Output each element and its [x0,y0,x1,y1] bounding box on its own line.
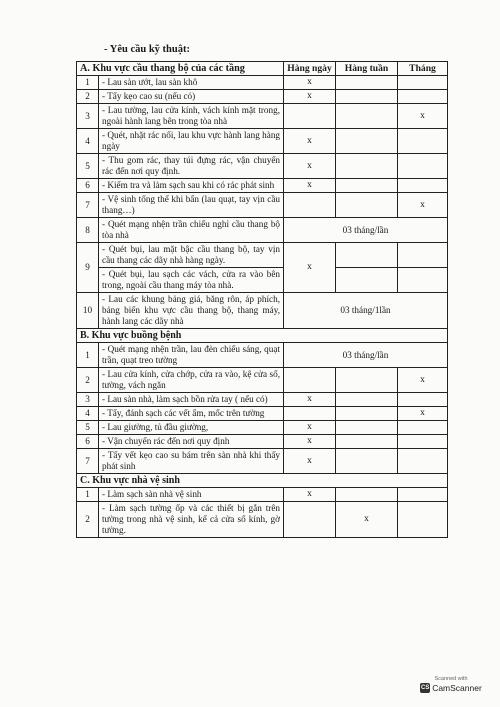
task-description: - Quét, nhặt rác nổi, lau khu vực hành lang hàng ngày [99,129,284,154]
row-number: 7 [77,449,99,474]
table-row [77,76,448,90]
daily-mark [284,104,336,129]
task-description: - Làm sạch tường ốp và các thiết bị gắn trên tường trong nhà vệ sinh, kể cả cửa sổ kính, gờ tường. [99,502,284,538]
row-number: 1 [77,76,99,90]
table-row [77,293,448,329]
task-description: - Tẩy kẹo cao su (nếu có) [99,90,284,104]
camscanner-logo-icon: CS [421,685,430,691]
column-header-monthly: Tháng [398,62,448,76]
task-description: - Lau giường, tủ đầu giường, [99,421,284,435]
monthly-mark [398,129,448,154]
column-header-weekly: Hàng tuần [336,62,398,76]
row-number: 5 [77,154,99,179]
column-header-area: A. Khu vực cầu thang bộ của các tầng [77,62,284,76]
table-row [77,218,448,243]
task-description: - Lau sàn nhà, làm sạch bồn rửa tay ( nếu có) [99,393,284,407]
table-row [77,154,448,179]
monthly-mark [398,449,448,474]
table-row [77,407,448,421]
row-number: 2 [77,502,99,538]
table-row [77,193,448,218]
table-row [77,449,448,474]
scanner-name: CamScanner [432,683,482,693]
monthly-mark: x [398,407,448,421]
task-description: - Vận chuyển rác đến nơi quy định [99,435,284,449]
frequency-span: 03 tháng/lần [284,343,448,368]
section-heading: - Yêu cầu kỹ thuật: [104,44,190,55]
monthly-mark [398,76,448,90]
task-description: - Quét bụi, lau sạch các vách, cửa ra vào bên trong, ngoài cầu thang máy tòa nhà. [99,268,284,293]
task-description: - Lau các khung bảng giá, băng rôn, áp phích, bảng biển khu vực cầu thang bộ, thang máy, hành lang các dãy nhà [99,293,284,329]
daily-mark: x [284,449,336,474]
task-description: - Làm sạch sàn nhà vệ sinh [99,488,284,502]
row-number: 2 [77,368,99,393]
daily-mark [284,407,336,421]
weekly-mark [336,393,398,407]
task-description: - Lau cửa kính, cửa chớp, cửa ra vào, kệ cửa sổ, tường, vách ngăn [99,368,284,393]
scanner-brand [418,683,484,693]
weekly-mark [336,435,398,449]
table-row [77,90,448,104]
daily-mark [284,368,336,393]
frequency-span: 03 tháng/1lần [284,293,448,329]
row-number: 9 [77,243,99,293]
weekly-mark: x [336,502,398,538]
monthly-mark [398,393,448,407]
row-number: 4 [77,407,99,421]
daily-mark: x [284,154,336,179]
monthly-mark [398,154,448,179]
daily-mark: x [284,129,336,154]
monthly-mark: x [398,104,448,129]
row-number: 3 [77,104,99,129]
task-description: - Thu gom rác, thay túi đựng rác, vận chuyển rác đến nơi quy định. [99,154,284,179]
task-description: - Lau sàn ướt, lau sàn khô [99,76,284,90]
daily-mark: x [284,421,336,435]
table-row [77,435,448,449]
daily-mark: x [284,393,336,407]
weekly-mark [336,449,398,474]
table-row [77,502,448,538]
row-number: 4 [77,129,99,154]
daily-mark: x [284,488,336,502]
camscanner-watermark [418,676,484,700]
task-description: - Quét bụi, lau mặt bậc cầu thang bộ, tay vịn cầu thang các dãy nhà hàng ngày. [99,243,284,268]
table-row [77,488,448,502]
table-row [77,268,448,293]
weekly-mark [336,243,398,268]
table-row [77,368,448,393]
row-number: 6 [77,435,99,449]
row-number: 1 [77,488,99,502]
monthly-mark: x [398,193,448,218]
weekly-mark [336,76,398,90]
section-title-row [77,474,448,488]
frequency-span: 03 tháng/lần [284,218,448,243]
task-description: - Lau tường, lau cửa kính, vách kính mặt trong, ngoài hành lang bên trong tòa nhà [99,104,284,129]
weekly-mark [336,154,398,179]
row-number: 1 [77,343,99,368]
requirements-table [76,61,448,538]
daily-mark: x [284,90,336,104]
table-row [77,129,448,154]
section-title-row [77,329,448,343]
monthly-mark [398,90,448,104]
monthly-mark [398,502,448,538]
row-number: 2 [77,90,99,104]
table-row [77,104,448,129]
table-row [77,179,448,193]
weekly-mark [336,421,398,435]
task-description: - Tẩy vết kẹo cao su bám trên sàn nhà khi thấy phát sinh [99,449,284,474]
row-number: 7 [77,193,99,218]
task-description: - Vệ sinh tổng thể khi bẩn (lau quạt, tay vịn cầu thang…) [99,193,284,218]
table-row [77,243,448,268]
column-header-daily: Hàng ngày [284,62,336,76]
task-description: - Tẩy, đánh sạch các vết ẩm, mốc trên tường [99,407,284,421]
monthly-mark [398,243,448,268]
daily-mark: x [284,76,336,90]
task-description: - Kiểm tra và làm sạch sau khi có rác phát sinh [99,179,284,193]
section-title: C. Khu vực nhà vệ sinh [77,474,448,488]
table-row [77,393,448,407]
daily-mark: x [284,435,336,449]
weekly-mark [336,407,398,421]
row-number: 10 [77,293,99,329]
weekly-mark [336,368,398,393]
section-title: B. Khu vực buồng bệnh [77,329,448,343]
daily-mark [284,193,336,218]
row-number: 3 [77,393,99,407]
monthly-mark [398,435,448,449]
monthly-mark: x [398,368,448,393]
weekly-mark [336,104,398,129]
row-number: 8 [77,218,99,243]
monthly-mark [398,421,448,435]
daily-mark: x [284,179,336,193]
row-number: 6 [77,179,99,193]
weekly-mark [336,129,398,154]
table-row [77,421,448,435]
weekly-mark [336,179,398,193]
weekly-mark [336,193,398,218]
task-description: - Quét mạng nhện trần, lau đèn chiếu sáng, quạt trần, quạt treo tường [99,343,284,368]
weekly-mark [336,488,398,502]
weekly-mark [336,268,398,293]
task-description: - Quét mạng nhện trần chiếu nghỉ cầu thang bộ tòa nhà [99,218,284,243]
weekly-mark [336,90,398,104]
scanned-with-label: Scanned with [434,676,468,682]
row-number: 5 [77,421,99,435]
daily-mark [284,502,336,538]
daily-mark: x [284,243,336,293]
monthly-mark [398,488,448,502]
monthly-mark [398,179,448,193]
monthly-mark [398,268,448,293]
table-row [77,343,448,368]
table-header-row [77,62,448,76]
